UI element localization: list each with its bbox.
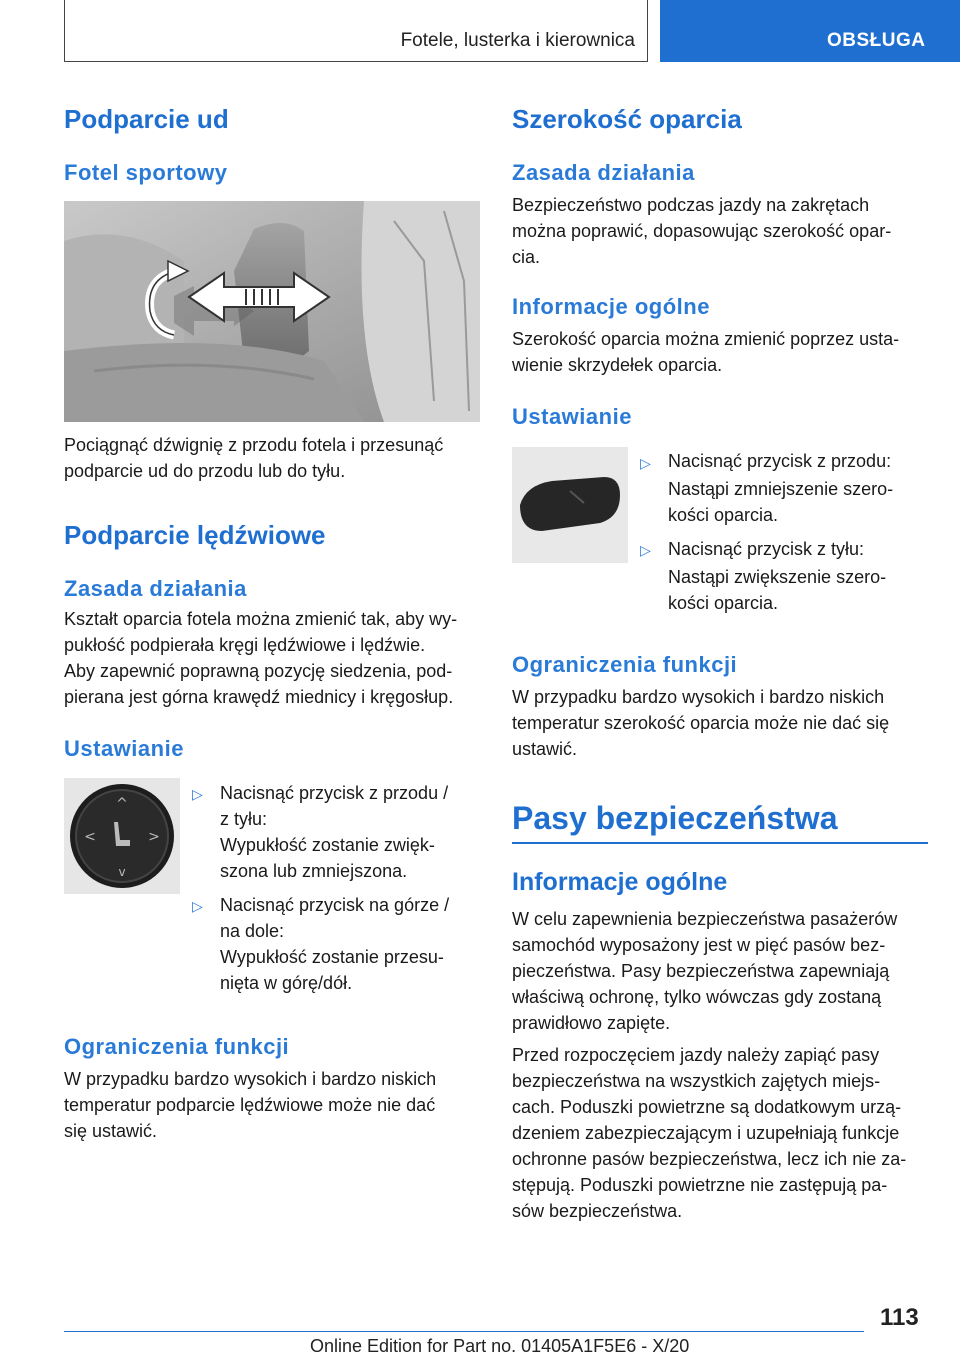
section-divider: [512, 842, 928, 844]
principle-line: cia.: [512, 247, 541, 267]
belts-p2-line: dzeniem zabezpieczającym i uzupełniają funkcje: [512, 1123, 900, 1143]
belts-p2-line: bezpieczeństwa na wszystkich zajętych miejs-: [512, 1071, 881, 1091]
heading-belts-general: Informacje ogólne: [512, 868, 728, 896]
svg-text:v: v: [118, 865, 126, 879]
principle-line: pukłość podpierała kręgi lędźwiowe i lędźwie.: [64, 635, 426, 655]
heading-thigh-support: Podparcie ud: [64, 104, 229, 134]
section-tab[interactable]: [660, 0, 960, 62]
limits-line: ustawić.: [512, 739, 578, 759]
step-result: szona lub zmniejszona.: [220, 861, 408, 881]
heading-limits: Ograniczenia funkcji: [512, 652, 738, 677]
limits-line: W przypadku bardzo wysokich i bardzo niskich: [512, 687, 885, 707]
step-action: Nacisnąć przycisk z tyłu:: [668, 539, 865, 559]
step-result: nięta w górę/dół.: [220, 973, 353, 993]
step-result: Nastąpi zmniejszenie szero-: [668, 479, 894, 499]
triangle-bullet-icon: ▷: [192, 898, 203, 914]
step-action: Nacisnąć przycisk z przodu /: [220, 783, 449, 803]
thigh-support-illustration: [64, 201, 480, 422]
belts-p2-line: Przed rozpoczęciem jazdy należy zapiąć pasy: [512, 1045, 880, 1065]
limits-line: temperatur szerokość oparcia może nie dać się: [512, 713, 890, 733]
principle-line: Bezpieczeństwo podczas jazdy na zakrętach: [512, 195, 870, 215]
triangle-bullet-icon: ▷: [640, 542, 651, 558]
principle-line: Aby zapewnić poprawną pozycję siedzenia, pod-: [64, 661, 453, 681]
heading-general-info: Informacje ogólne: [512, 294, 710, 319]
step-action: Nacisnąć przycisk z przodu:: [668, 451, 892, 471]
general-line: Szerokość oparcia można zmienić poprzez usta-: [512, 329, 900, 349]
footer-divider: [64, 1331, 864, 1332]
limits-line: W przypadku bardzo wysokich i bardzo niskich: [64, 1069, 437, 1089]
step-action: z tyłu:: [220, 809, 268, 829]
step-result: Wypukłość zostanie przesu-: [220, 947, 444, 967]
belts-p2-line: ochronne pasów bezpieczeństwa, lecz ich nie za-: [512, 1149, 907, 1169]
step-result: kości oparcia.: [668, 505, 779, 525]
heading-principle: Zasada działania: [512, 160, 695, 185]
edition-footer: Online Edition for Part no. 01405A1F5E6 - X/20: [310, 1336, 690, 1356]
heading-limits: Ograniczenia funkcji: [64, 1034, 290, 1059]
belts-p1-line: pieczeństwa. Pasy bezpieczeństwa zapewniają: [512, 961, 890, 981]
heading-lumbar-support: Podparcie lędźwiowe: [64, 520, 326, 550]
step-result: kości oparcia.: [668, 593, 779, 613]
svg-text:^: ^: [116, 796, 128, 812]
heading-setting: Ustawianie: [512, 404, 632, 429]
principle-line: Kształt oparcia fotela można zmienić tak, aby wy-: [64, 609, 458, 629]
backrest-width-button-illustration: [512, 447, 628, 563]
header-chapter-box: [64, 0, 648, 62]
limits-line: temperatur podparcie lędźwiowe może nie dać: [64, 1095, 436, 1115]
step-result: Wypukłość zostanie zwięk-: [220, 835, 435, 855]
heading-seat-belts: Pasy bezpieczeństwa: [512, 800, 838, 836]
limits-line: się ustawić.: [64, 1121, 158, 1141]
belts-p2-line: cach. Poduszki powietrzne są dodatkowym urzą-: [512, 1097, 902, 1117]
lumbar-control-illustration: [64, 778, 180, 894]
belts-p1-line: właściwą ochronę, tylko wówczas gdy zostaną: [512, 987, 882, 1007]
belts-p1-line: samochód wyposażony jest w pięć pasów bez-: [512, 935, 886, 955]
triangle-bullet-icon: ▷: [192, 786, 203, 802]
step-action: Nacisnąć przycisk na górze /: [220, 895, 450, 915]
step-result: Nastąpi zwiększenie szero-: [668, 567, 887, 587]
principle-line: można poprawić, dopasowując szerokość opar-: [512, 221, 892, 241]
svg-text:<: <: [84, 829, 96, 845]
step-action: na dole:: [220, 921, 285, 941]
svg-text:>: >: [148, 829, 160, 845]
belts-p2-line: stępują. Poduszki powietrzne nie zastępują pa-: [512, 1175, 888, 1195]
heading-backrest-width: Szerokość oparcia: [512, 104, 742, 134]
heading-setting: Ustawianie: [64, 736, 184, 761]
thigh-text-line-1: Pociągnąć dźwignię z przodu fotela i przesunąć: [64, 435, 444, 455]
thigh-text-line-2: podparcie ud do przodu lub do tyłu.: [64, 461, 346, 481]
belts-p1-line: W celu zapewnienia bezpieczeństwa pasażerów: [512, 909, 898, 929]
page-number: 113: [880, 1304, 919, 1331]
belts-p1-line: prawidłowo zapięte.: [512, 1013, 671, 1033]
principle-line: pierana jest górna krawędź miednicy i kręgosłup.: [64, 687, 454, 707]
chapter-title: Fotele, lusterka i kierownica: [400, 30, 635, 51]
heading-sport-seat: Fotel sportowy: [64, 160, 228, 185]
triangle-bullet-icon: ▷: [640, 455, 651, 471]
section-tab-label: OBSŁUGA: [827, 30, 926, 51]
general-line: wienie skrzydełek oparcia.: [512, 355, 723, 375]
heading-principle: Zasada działania: [64, 576, 247, 601]
belts-p2-line: sów bezpieczeństwa.: [512, 1201, 683, 1221]
